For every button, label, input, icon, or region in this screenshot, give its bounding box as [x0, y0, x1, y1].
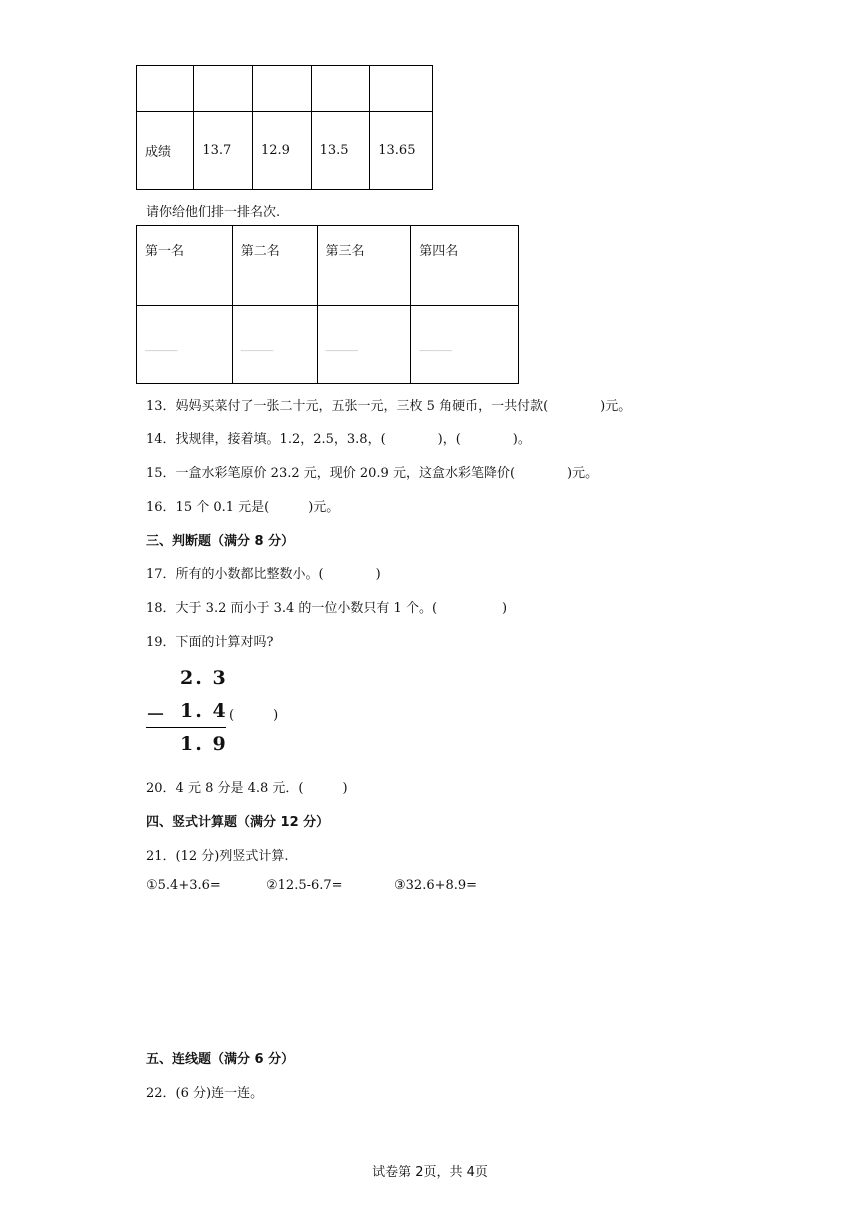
- score-value: 13.7: [194, 112, 253, 190]
- rank-header: 第四名: [411, 226, 519, 306]
- table-cell: [311, 66, 370, 112]
- rank-table: [136, 225, 519, 384]
- rank-blank: _____: [317, 306, 411, 384]
- rank-prompt: 请你给他们排一排名次.: [146, 205, 281, 220]
- score-value: 12.9: [253, 112, 312, 190]
- score-label: 成绩: [137, 112, 194, 190]
- rank-blank: _____: [411, 306, 519, 384]
- section-heading-judgement: 三、判断题（满分 8 分）: [146, 534, 295, 549]
- score-table: [136, 65, 433, 190]
- table-cell: [253, 66, 312, 112]
- section-heading-vertical-calc: 四、竖式计算题（满分 12 分）: [146, 815, 330, 830]
- question-17: 17．所有的小数都比整数小。( ): [146, 567, 381, 582]
- calc-top-number: 2. 3: [180, 667, 228, 689]
- question-19: 19．下面的计算对吗?: [146, 635, 274, 650]
- rank-header: 第一名: [137, 226, 233, 306]
- question-18: 18．大于 3.2 而小于 3.4 的一位小数只有 1 个。( ): [146, 601, 508, 616]
- minus-sign: －: [146, 704, 168, 726]
- question-16: 16．15 个 0.1 元是( )元。: [146, 500, 340, 515]
- calc-answer-paren: ( ): [229, 708, 279, 723]
- calc-middle-number: 1. 4: [180, 700, 228, 722]
- question-22: 22．(6 分)连一连。: [146, 1086, 264, 1101]
- rank-blank: _____: [137, 306, 233, 384]
- question-15: 15．一盒水彩笔原价 23.2 元，现价 20.9 元，这盒水彩笔降价( )元。: [146, 466, 599, 481]
- question-13: 13．妈妈买菜付了一张二十元，五张一元，三枚 5 角硬币，一共付款( )元。: [146, 399, 632, 414]
- score-value: 13.65: [370, 112, 433, 190]
- calc-item: ①5.4+3.6=: [146, 878, 221, 893]
- rank-header: 第三名: [317, 226, 411, 306]
- question-20: 20．4 元 8 分是 4.8 元．( ): [146, 781, 348, 796]
- question-21: 21．(12 分)列竖式计算.: [146, 849, 289, 864]
- rank-blank: _____: [232, 306, 317, 384]
- rank-header: 第二名: [232, 226, 317, 306]
- page-footer: 试卷第 2页，共 4页: [372, 1165, 488, 1180]
- table-cell: [370, 66, 433, 112]
- calc-underline: [146, 727, 226, 728]
- calc-item: ③32.6+8.9=: [394, 878, 478, 893]
- question-14: 14．找规律，接着填。1.2，2.5，3.8，( )，( )。: [146, 432, 531, 447]
- calc-result-number: 1. 9: [180, 733, 228, 755]
- section-heading-matching: 五、连线题（满分 6 分）: [146, 1052, 295, 1067]
- score-value: 13.5: [311, 112, 370, 190]
- calc-item: ②12.5-6.7=: [266, 878, 343, 893]
- table-cell: [137, 66, 194, 112]
- table-cell: [194, 66, 253, 112]
